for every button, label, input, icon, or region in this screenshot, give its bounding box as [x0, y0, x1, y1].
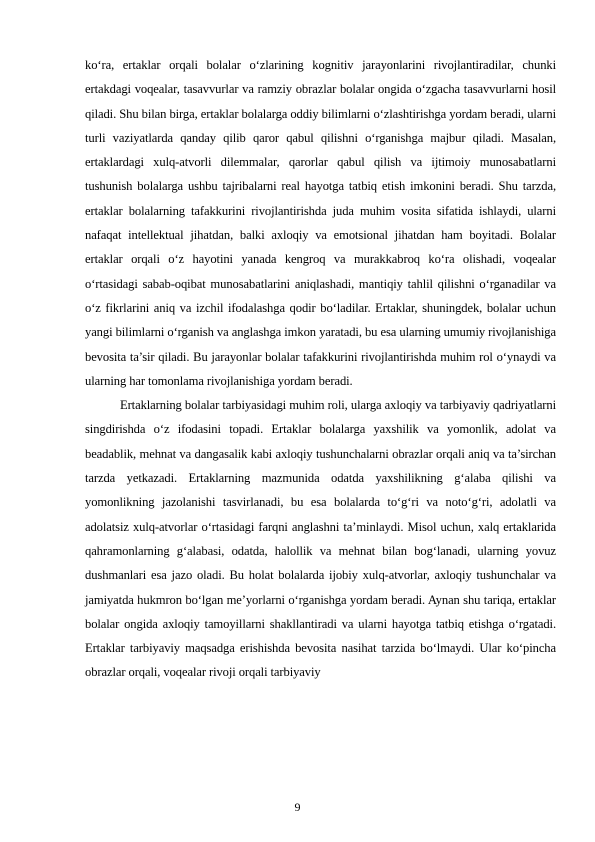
paragraph-1: ko‘ra, ertaklar orqali bolalar o‘zlarining kognitiv jarayonlarini rivojlantiradilar, chunki ertakdagi voqealar, tasavvurlar va ramziy obrazlar bolalar ongida o‘zgacha tasavvurlarni hosil qiladi. Shu bilan birga, ertaklar bolalarga oddiy bilimlarni o‘zlashtirishga yordam beradi, ularni turli vaziyatlarda qanday qilib qaror qabul qilishni o‘rganishga majbur qiladi. Masalan, ertaklardagi xulq-atvorli dilemmalar, qarorlar qabul qilish va ijtimoiy munosabatlarni tushunish bolalarga ushbu tajribalarni real hayotga tatbiq etish imkonini beradi. Shu tarzda, ertaklar bolalarning tafakkurini rivojlantirishda juda muhim vosita sifatida ishlaydi, ularni nafaqat intellektual jihatdan, balki axloqiy va emotsional jihatdan ham boyitadi. Bolalar ertaklar orqali o‘z hayotini yanada kengroq va murakkabroq ko‘ra olishadi, voqealar o‘rtasidagi sabab-oqibat munosabatlarini aniqlashadi, mantiqiy tahlil qilishni o‘rganadilar va o‘z fikrlarini aniq va izchil ifodalashga qodir bo‘ladilar. Ertaklar, shuningdek, bolalar uchun yangi bilimlarni o‘rganish va anglashga imkon yaratadi, bu esa ularning umumiy rivojlanishiga bevosita ta’sir qiladi. Bu jarayonlar bolalar tafakkurini rivojlantirishda muhim rol o‘ynaydi va ularning har tomonlama rivojlanishiga yordam beradi.	[85, 58, 556, 388]
body-text	[85, 53, 556, 685]
page-number: 9	[294, 800, 301, 814]
paragraph-2: Ertaklarning bolalar tarbiyasidagi muhim roli, ularga axloqiy va tarbiyaviy qadriyatlarni singdirishda o‘z ifodasini topadi. Ertaklar bolalarga yaxshilik va yomonlik, adolat va beadablik, mehnat va dangasalik kabi axloqiy tushunchalarni obrazlar orqali aniq va ta’sirchan tarzda yetkazadi. Ertaklarning mazmunida odatda yaxshilikning g‘alaba qilishi va yomonlikning jazolanishi tasvirlanadi, bu esa bolalarda to‘g‘ri va noto‘g‘ri, adolatli va adolatsiz xulq-atvorlar o‘rtasidagi farqni anglashni ta’minlaydi. Misol uchun, xalq ertaklarida qahramonlarning g‘alabasi, odatda, halollik va mehnat bilan bog‘lanadi, ularning yovuz dushmanlari esa jazo oladi. Bu holat bolalarda ijobiy xulq-atvorlar, axloqiy tushunchalar va jamiyatda hukmron bo‘lgan me’yorlarni o‘rganishga yordam beradi. Aynan shu tariqa, ertaklar bolalar ongida axloqiy tamoyillarni shakllantiradi va ularni hayotga tatbiq etishga o‘rgatadi. Ertaklar tarbiyaviy maqsadga erishishda bevosita nasihat tarzida bo‘lmaydi. Ular ko‘pincha obrazlar orqali, voqealar rivoji orqali tarbiyaviy	[85, 398, 556, 680]
